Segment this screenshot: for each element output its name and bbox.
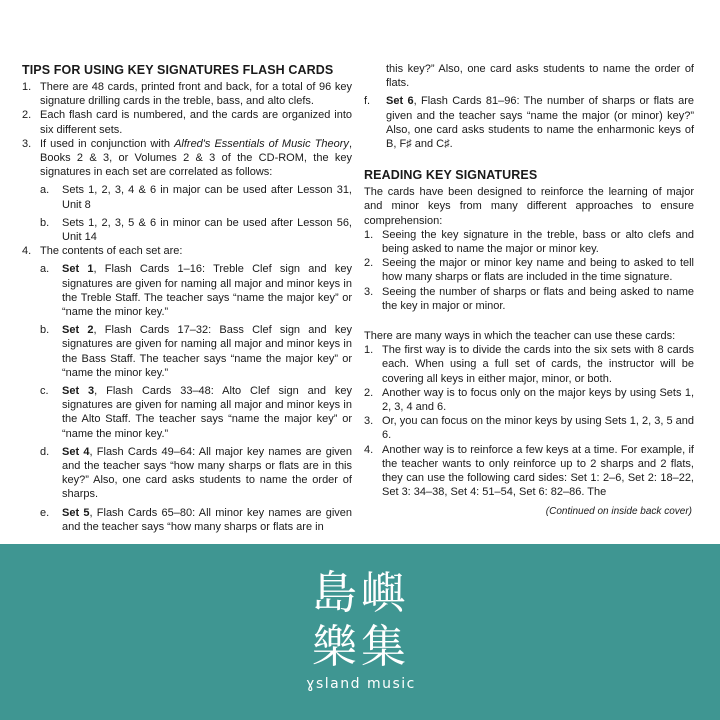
- usage-item: 2. Another way is to focus only on the major keys by using Sets 1, 2, 3, 4 and 6.: [364, 386, 694, 414]
- tips-heading: TIPS FOR USING KEY SIGNATURES FLASH CARDS: [22, 63, 334, 77]
- reading-intro: The cards have been designed to reinforce the learning of major and minor keys from many different approaches to ensure comprehension:: [364, 186, 694, 227]
- usage-item: 3. Or, you can focus on the minor keys by using Sets 1, 2, 3, 5 and 6.: [364, 415, 694, 442]
- tip-subitem: a. Sets 1, 2, 3, 4 & 6 in major can be used after Lesson 31, Unit 8: [40, 184, 352, 211]
- logo-chinese-row-1: 島嶼: [311, 566, 410, 619]
- set-description: b. Set 2, Flash Cards 17–32: Bass Clef sign and key signatures are given for naming all major and minor keys in the Bass Staff. The teacher says “name the major key” or “name the minor key.”: [40, 324, 352, 379]
- usage-intro: There are many ways in which the teacher can use these cards:: [364, 330, 676, 343]
- usage-item: 4. Another way is to reinforce a few keys at a time. For example, if the teacher wants to only reinforce up to 2 sharps and 2 flats, they can use the following card sides: Set 1: 2–6, Set 2: 18–22, Set 3: 34–38, Set 4: 51–54, Set 6: 82–86. The: [364, 443, 694, 499]
- tip-item: 4. The contents of each set are: a. Set 1, Flash Cards 1–16: Treble Clef sign and key signatures are given for naming all major and minor keys in the Treble Staff. The teacher says “name the major key” or “name the minor key.” b. Set 2, Flash Cards 17–32: Bass Clef sign and key signatures are given for naming all major and minor keys in the Bass Staff. The teacher says “name the major key” or “name the minor key.” c. Set 3, Flash Cards 33–48: Alto Clef sign and key signatures are given for naming all major and minor keys in the Alto Staff. The teacher says “name the major key” or “name the minor key.” d. Set 4, Flash Cards 49–64: All major key names are given and the teacher says “how many sharps or flats are in this key?” Also, one card asks students to name the order of sharps. e. Set 5, Flash Cards 65–80: All minor key names are given and the teacher says “how many sharps or flats are in: [22, 245, 353, 533]
- logo-english-text: ɣsland music: [306, 676, 416, 692]
- tip-item: 2. Each flash card is numbered, and the cards are organized into six different sets.: [22, 109, 352, 136]
- set-description: d. Set 4, Flash Cards 49–64: All major key names are given and the teacher says “how many sharps or flats are in this key?” Also, one card asks students to name the order of sharps.: [40, 445, 353, 501]
- approach-item: 1. Seeing the key signature in the treble, bass or alto clefs and being asked to name the major or minor key.: [364, 228, 694, 256]
- set-description-continued: this key?” Also, one card asks students to name the order of flats.: [386, 63, 694, 90]
- usage-item: 1. The first way is to divide the cards into the six sets with 8 cards each. When using a full set of cards, the instructor will be covering all keys in either major, minor, or both.: [364, 344, 694, 385]
- reading-heading: READING KEY SIGNATURES: [364, 168, 538, 183]
- approach-item: 3. Seeing the number of sharps or flats and being asked to name the key in major or minor.: [364, 285, 694, 312]
- continued-note: (Continued on inside back cover): [545, 506, 692, 518]
- tip-item: 3. If used in conjunction with Alfred's Essentials of Music Theory, Books 2 & 3, or Volumes 2 & 3 of the CD-ROM, the key signatures in each set are correlated as follows: a. Sets 1, 2, 3, 4 & 6 in major can be used after Lesson 31, Unit 8 b. Sets 1, 2, 3, 5 & 6 in minor can be used after Lesson 56, Unit 14: [22, 137, 352, 244]
- set-description: a. Set 1, Flash Cards 1–16: Treble Clef sign and key signatures are given for naming all major and minor keys in the Treble Staff. The teacher says “name the major key” or “name the minor key.”: [40, 263, 352, 319]
- tip-subitem: b. Sets 1, 2, 3, 5 & 6 in minor can be used after Lesson 56, Unit 14: [40, 216, 352, 244]
- approach-item: 2. Seeing the major or minor key name and being to asked to tell how many sharps or flats are included in the time signature.: [364, 257, 694, 284]
- set-description: f. Set 6, Flash Cards 81–96: The number of sharps or flats are given and the teacher says “name the major (or minor) key?” Also, one card asks students to name the enharmonic keys of B, F♯ and C♯.: [364, 95, 694, 151]
- set-description: c. Set 3, Flash Cards 33–48: Alto Clef sign and key signatures are given for naming all major and minor keys in the Alto Staff. The teacher says “name the major key” or “name the minor key.”: [40, 385, 352, 440]
- set-description: e. Set 5, Flash Cards 65–80: All minor key names are given and the teacher says “how many sharps or flats are in: [40, 506, 353, 533]
- right-column: [364, 62, 694, 520]
- left-column: [22, 62, 352, 534]
- tip-item: 1. There are 48 cards, printed front and back, for a total of 96 key signature drilling cards in the treble, bass, and alto clefs.: [22, 81, 352, 108]
- logo-chinese-row-2: 樂集: [311, 620, 410, 673]
- island-music-logo: [306, 566, 416, 692]
